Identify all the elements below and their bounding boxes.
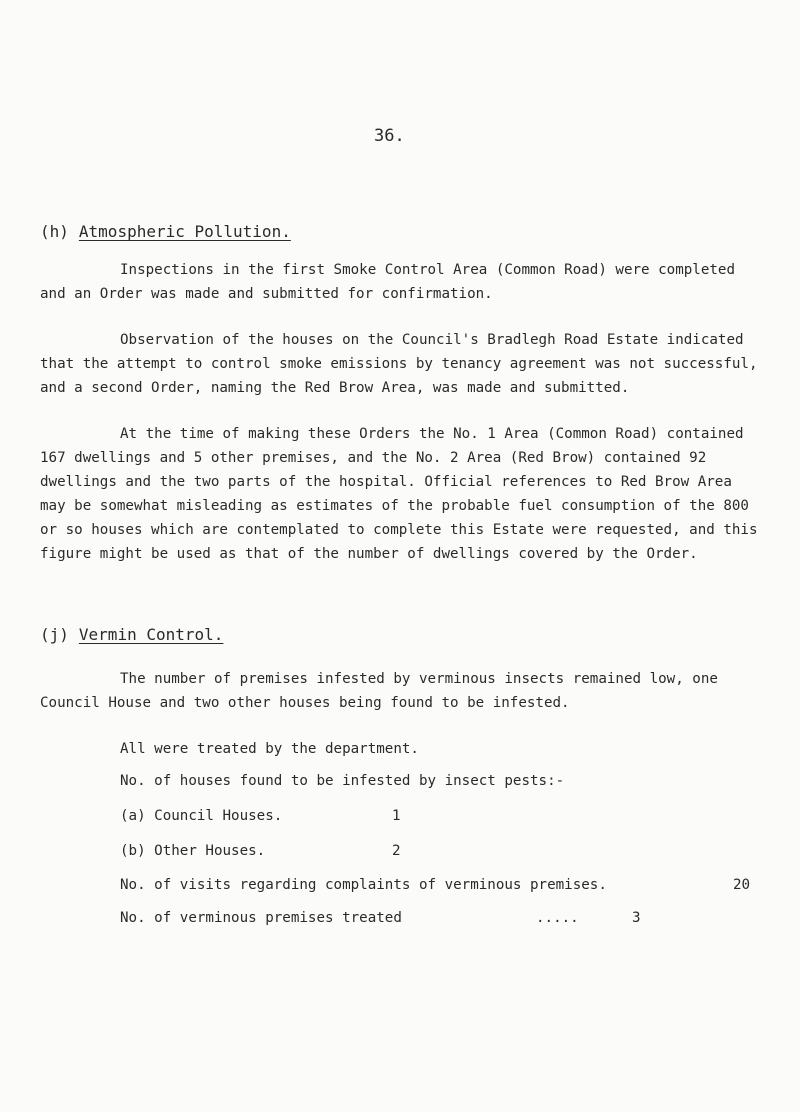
- paragraph-vermin-infestation: The number of premises infested by verminous insects remained low, one Council House and two other houses being found to be infested.: [40, 671, 718, 711]
- treated-label: No. of verminous premises treated: [120, 910, 402, 926]
- visits-value: 20: [733, 877, 751, 893]
- section-h-label: (h): [40, 222, 69, 241]
- houses-row-value: 2: [392, 843, 401, 859]
- houses-row-label: (b) Other Houses.: [120, 843, 266, 859]
- treated-dots: .....: [536, 910, 579, 926]
- paragraph-orders-detail: At the time of making these Orders the No. 1 Area (Common Road) contained 167 dwellings and 5 other premises, and the No. 2 Area (Red Brow) contained 92 dwellings and the two parts of the hospital. Official references to Red Brow Area may be somewhat misleading as estimates of the probable fuel consumption of the 800 or so houses which are contemplated to complete this Estate were requested, and this figure might be used as that of the number of dwellings covered by the Order.: [40, 426, 758, 562]
- section-j-label: (j): [40, 625, 69, 644]
- page-number: 36.: [374, 126, 405, 146]
- section-j-heading: [40, 625, 223, 644]
- paragraph-treated: All were treated by the department.: [120, 741, 419, 757]
- treated-value: 3: [632, 910, 641, 926]
- section-h-heading: [40, 222, 291, 241]
- houses-row-label: (a) Council Houses.: [120, 808, 283, 824]
- paragraph-smoke-control: Inspections in the first Smoke Control Area (Common Road) were completed and an Order was made and submitted for confirmation.: [40, 262, 735, 302]
- houses-heading: No. of houses found to be infested by insect pests:-: [120, 773, 565, 789]
- section-j-title: Vermin Control.: [78, 625, 224, 644]
- section-h-title: Atmospheric Pollution.: [78, 222, 291, 241]
- paragraph-bradlegh-observation: Observation of the houses on the Council's Bradlegh Road Estate indicated that the attempt to control smoke emissions by tenancy agreement was not successful, and a second Order, naming the Red Brow Area, was made and submitted.: [40, 332, 758, 396]
- visits-label: No. of visits regarding complaints of verminous premises.: [120, 877, 607, 893]
- houses-row-value: 1: [392, 808, 401, 824]
